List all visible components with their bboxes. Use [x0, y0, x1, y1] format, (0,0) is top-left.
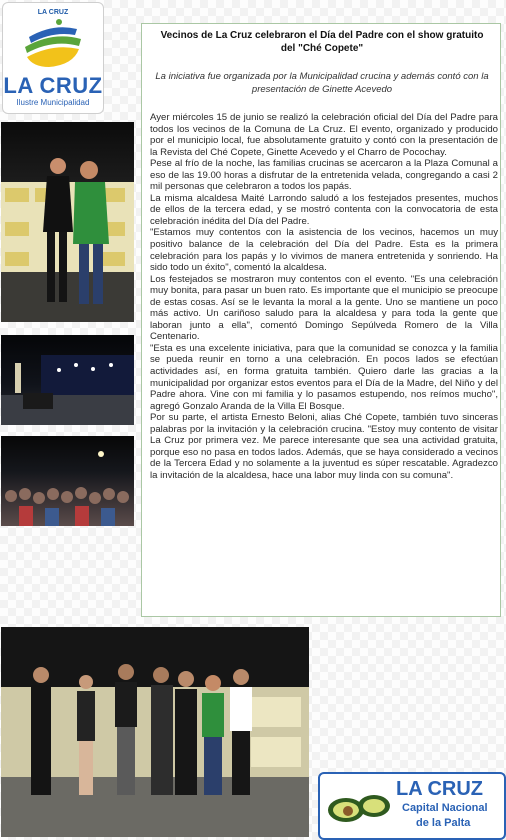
photo-stage-night	[1, 335, 134, 425]
logo-subtitle: Ilustre Municipalidad	[16, 98, 90, 107]
logo-small-text: LA CRUZ	[37, 9, 69, 16]
palta-logo-line2: de la Palta	[416, 817, 471, 829]
article-paragraph: Los festejados se mostraron muy contentos con el evento. "Es una celebración muy bonita, para pasar un buen rato. Es importante que el municipio se preocupe de estas cosas. Así se le levanta la moral a la gente. Uno se mantiene un poco más activo. Un cariñoso saludo para la alcaldesa y para toda la gente que laboran junto a ella", comentó Domingo Sepúlveda Romero de la Villa Centenario.	[150, 273, 498, 343]
logo-name: LA CRUZ	[3, 73, 103, 98]
article-paragraph: La misma alcaldesa Maité Larrondo saludó a los festejados presentes, muchos de ellos de la tercera edad, y se mostró contenta con la convocatoria de esta celebración inédita del Día del Padre.	[150, 192, 498, 227]
article-body	[150, 112, 498, 482]
photo-crowd	[1, 436, 134, 526]
article-subtitle: La iniciativa fue organizada por la Municipalidad crucina y además contó con la presentación de Ginette Acevedo	[155, 71, 489, 95]
palta-logo-line1: Capital Nacional	[402, 802, 488, 814]
article-paragraph: Ayer miércoles 15 de junio se realizó la celebración oficial del Día del Padre para todos los vecinos de la Comuna de La Cruz. El evento, organizado y producido por el municipio local, fue absolutamente gratuito y contó con la presentación de la Revista del Ché Copete, Ginette Acevedo y el Charro de Pocochay.	[150, 112, 498, 158]
palta-logo-name: LA CRUZ	[396, 778, 484, 800]
photo-mayor-on-stage	[1, 122, 134, 322]
avocado-icon	[324, 782, 394, 832]
municipal-logo	[2, 2, 104, 114]
article-paragraph: "Estamos muy contentos con la asistencia de los vecinos, hacemos un muy positivo balance de la celebración del Día del Padre. Esta es la primera celebración para los papás y lo vivimos de manera entretenida y sonriendo. Ha sido todo un éxito", comentó la alcaldesa.	[150, 227, 498, 274]
logo-emblem-icon	[19, 17, 87, 69]
article-title: Vecinos de La Cruz celebraron el Día del Padre con el show gratuito del "Ché Copete"	[160, 30, 484, 54]
photo-group-stage	[1, 627, 309, 837]
palta-logo	[318, 772, 506, 840]
article-paragraph: Por su parte, el artista Ernesto Beloni, alias Ché Copete, también tuvo sinceras palabras por la invitación y la celebración crucina. "Estoy muy contento de visitar La Cruz por primera vez. Me parece interesante que sea una actividad gratuita, porque eso no pasa en todos lados. Además, que se haya considerado a vecinos de la Tercera Edad y no solamente a la juventud es súper rescatable. Agradezco la invitación de la alcaldesa, hace una labor muy linda con su comuna".	[150, 412, 498, 481]
article-paragraph: Pese al frío de la noche, las familias crucinas se acercaron a la Plaza Comunal a eso de las 19.00 horas a disfrutar de la entretenida velada, congregando a casi 2 mil personas que celebraron a todos los papás.	[150, 158, 498, 193]
article-paragraph: "Esta es una excelente iniciativa, para que la comunidad se conozca y la familia se pueda reunir en torno a una celebración. En pocos lados se efectúan actividades así, en forma gratuita también. Quiero darle las gracias a la municipalidad por organizar estos eventos para el Día de la Madre, del Niño y del Padre ahora. Vine con mi familia y lo pasamos estupendo, nos reímos mucho", agregó Gonzalo Aranda de la Villa El Bosque.	[150, 342, 498, 412]
article-box	[141, 23, 501, 617]
